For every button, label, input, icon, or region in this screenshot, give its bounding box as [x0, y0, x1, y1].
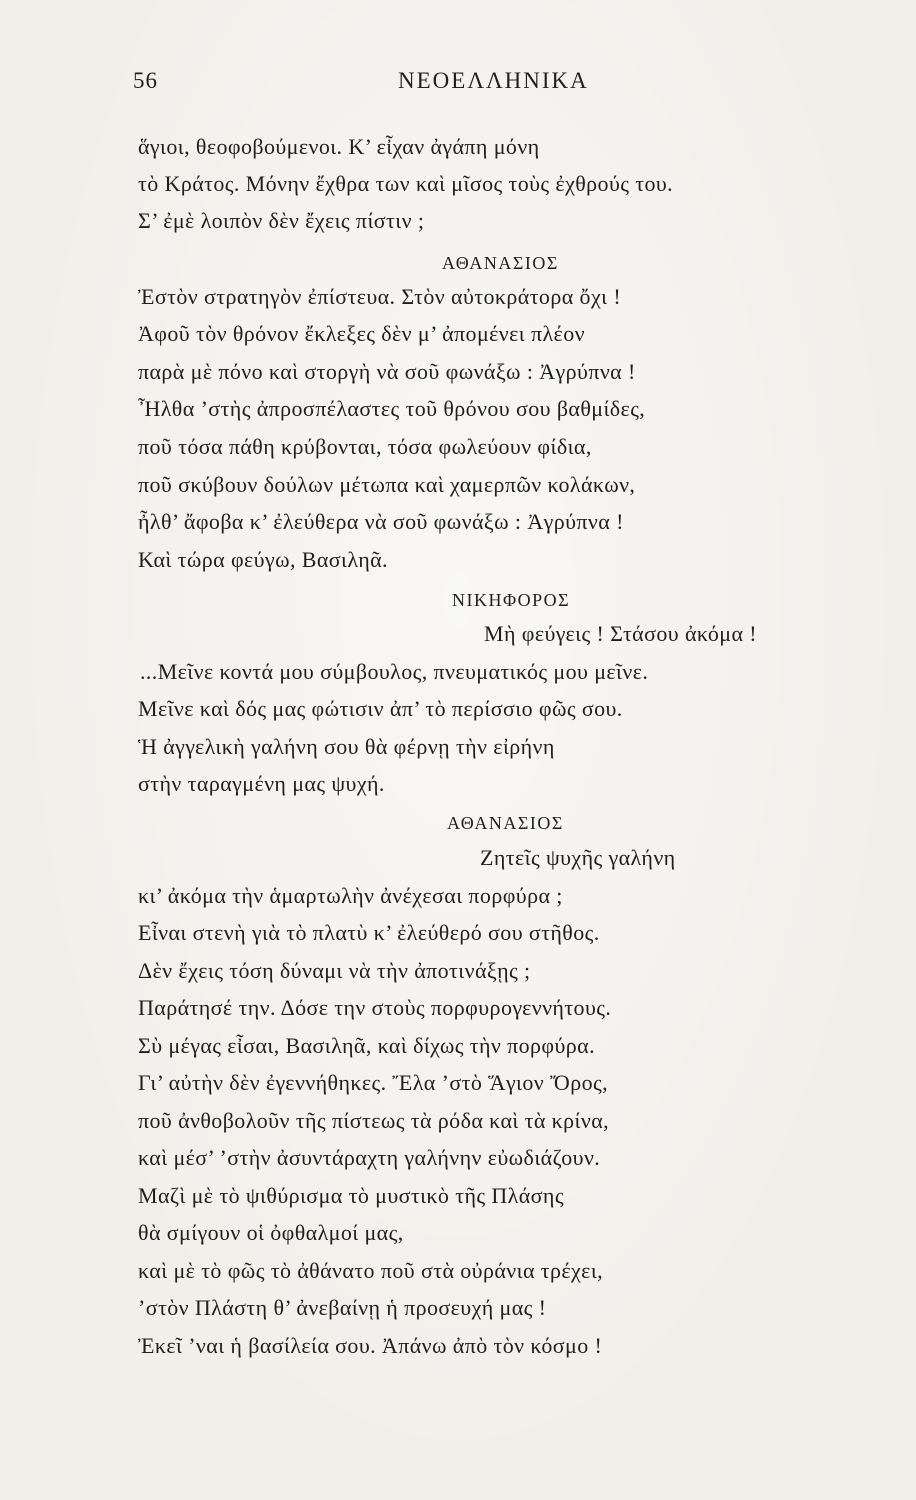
speaker-name: ΑΘΑΝΑΣΙΟΣ: [442, 253, 559, 273]
text-line: Σὺ μέγας εἶσαι, Βασιληᾶ, καὶ δίχως τὴν πορφύρα.: [138, 1033, 596, 1058]
text-line: Ἐκεῖ ’ναι ἡ βασίλεία σου. Ἀπάνω ἀπὸ τὸν κόσμο !: [138, 1333, 603, 1358]
text-line: Ἐστὸν στρατηγὸν ἐπίστευα. Στὸν αὐτοκράτορα ὄχι !: [138, 284, 622, 309]
page-header: [0, 68, 916, 108]
text-line: ἦλθ’ ἄφοβα κ’ ἐλεύθερα νὰ σοῦ φωνάξω : Ἀγρύπνα !: [138, 509, 624, 534]
text-line: Καὶ τώρα φεύγω, Βασιληᾶ.: [138, 547, 388, 572]
text-line: ποῦ τόσα πάθη κρύβονται, τόσα φωλεύουν φίδια,: [138, 434, 592, 459]
text-line: τὸ Κράτος. Μόνην ἔχθρα των καὶ μῖσος τοὺς ἐχθρούς του.: [138, 171, 674, 196]
page-number: 56: [133, 68, 158, 93]
text-line: Μὴ φεύγεις ! Στάσου ἀκόμα !: [484, 621, 758, 646]
speaker-name: ΝΙΚΗΦΟΡΟΣ: [452, 590, 571, 610]
text-line: Γι’ αὐτὴν δὲν ἐγεννήθηκες. Ἔλα ’στὸ Ἅγιον Ὄρος,: [138, 1070, 608, 1095]
text-line: ποῦ σκύβουν δούλων μέτωπα καὶ χαμερπῶν κολάκων,: [138, 472, 636, 497]
text-line: Παράτησέ την. Δόσε την στοὺς πορφυρογεννήτους.: [138, 995, 612, 1020]
text-line: στὴν ταραγμένη μας ψυχή.: [138, 771, 385, 796]
text-line: παρὰ μὲ πόνο καὶ στοργὴ νὰ σοῦ φωνάξω : Ἀγρύπνα !: [138, 359, 636, 384]
text-line: ποῦ ἀνθοβολοῦν τῆς πίστεως τὰ ρόδα καὶ τὰ κρίνα,: [138, 1108, 610, 1133]
text-line: ’στὸν Πλάστη θ’ ἀνεβαίνῃ ἡ προσευχή μας !: [138, 1295, 547, 1320]
text-line: ...Μεῖνε κοντά μου σύμβουλος, πνευματικός μου μεῖνε.: [140, 659, 649, 684]
text-line: Ἦλθα ’στὴς ἀπροσπέλαστες τοῦ θρόνου σου βαθμίδες,: [138, 396, 646, 421]
text-line: Σ’ ἐμὲ λοιπὸν δὲν ἔχεις πίστιν ;: [138, 208, 425, 233]
text-line: Δὲν ἔχεις τόση δύναμι νὰ τὴν ἀποτινάξῃς ;: [138, 958, 531, 983]
text-line: Ἀφοῦ τὸν θρόνον ἔκλεξες δὲν μ’ ἀπομένει πλέον: [138, 321, 585, 346]
text-line: ἅγιοι, θεοφοβούμενοι. Κ’ εἶχαν ἀγάπη μόνη: [138, 134, 540, 159]
text-line: καὶ μέσ’ ’στὴν ἀσυντάραχτη γαλήνην εὐωδιάζουν.: [138, 1145, 601, 1170]
text-line: Μαζὶ μὲ τὸ ψιθύρισμα τὸ μυστικὸ τῆς Πλάσης: [138, 1183, 564, 1208]
running-title: ΝΕΟΕΛΛΗΝΙΚΑ: [398, 68, 589, 93]
speaker-name: ΑΘΑΝΑΣΙΟΣ: [447, 813, 564, 833]
text-line: κι’ ἀκόμα τὴν ἁμαρτωλὴν ἀνέχεσαι πορφύρα ;: [138, 883, 563, 908]
text-line: Εἶναι στενὴ γιὰ τὸ πλατὺ κ’ ἐλεύθερό σου στῆθος.: [138, 920, 600, 945]
text-line: καὶ μὲ τὸ φῶς τὸ ἀθάνατο ποῦ στὰ οὐράνια τρέχει,: [138, 1258, 604, 1283]
text-line: Ἡ ἀγγελικὴ γαλήνη σου θὰ φέρνῃ τὴν εἰρήνη: [138, 734, 555, 759]
text-line: Μεῖνε καὶ δός μας φώτισιν ἀπ’ τὸ περίσσιο φῶς σου.: [138, 696, 623, 721]
text-line: θὰ σμίγουν οἱ ὀφθαλμοί μας,: [138, 1220, 404, 1245]
text-line: Ζητεῖς ψυχῆς γαλήνη: [480, 845, 676, 870]
